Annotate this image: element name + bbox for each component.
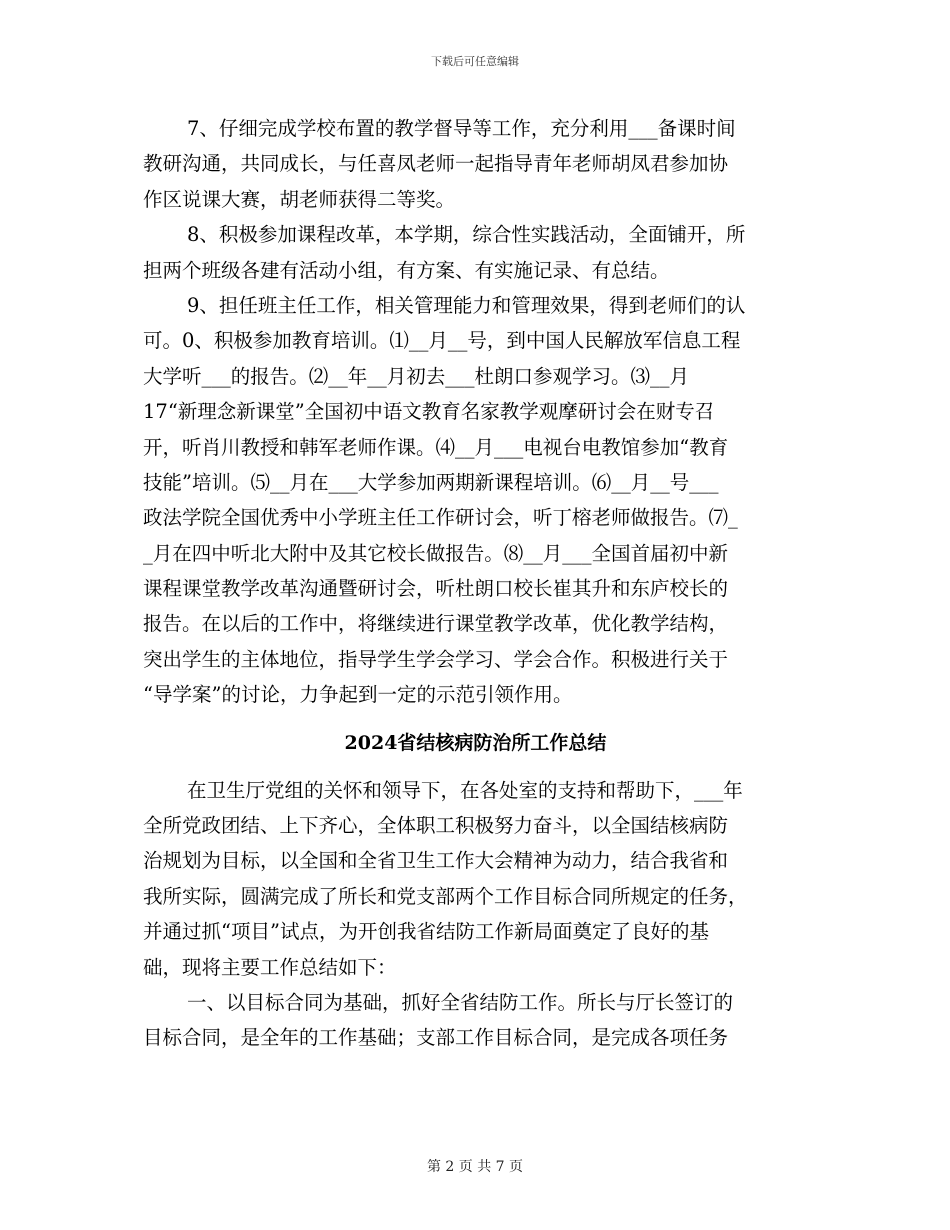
text-line: 在卫生厅党组的关怀和领导下，在各处室的支持和帮助下，___年 bbox=[187, 778, 743, 802]
text-line: 全所党政团结、上下齐心，全体职工积极努力奋斗，以全国结核病防 bbox=[143, 814, 729, 838]
text-line: 政法学院全国优秀中小学班主任工作研讨会，听丁榕老师做报告。⑺_ bbox=[143, 506, 738, 530]
section-title: 2024省结核病防治所工作总结 bbox=[344, 731, 607, 754]
text-line: 可。0、积极参加教育培训。⑴__月__号，到中国人民解放军信息工程 bbox=[143, 329, 741, 353]
text-line: “导学案”的讨论，力争起到一定的示范引领作用。 bbox=[143, 683, 573, 707]
text-line: 17“新理念新课堂”全国初中语文教育名家教学观摩研讨会在财专召 bbox=[143, 400, 715, 424]
text-line: 开，听肖川教授和韩军老师作课。⑷__月___电视台电教馆参加“教育 bbox=[143, 435, 729, 459]
text-line: 治规划为目标，以全国和全省卫生工作大会精神为动力，结合我省和 bbox=[143, 849, 729, 873]
paragraph-section-one bbox=[143, 985, 808, 1056]
text-line: 9、担任班主任工作，相关管理能力和管理效果，得到老师们的认 bbox=[187, 293, 746, 317]
page-number: 第 2 页 共 7 页 bbox=[426, 1159, 524, 1175]
text-line: 一、以目标合同为基础，抓好全省结防工作。所长与厅长签订的 bbox=[187, 990, 734, 1014]
page-header: 下载后可任意编辑 bbox=[431, 55, 519, 68]
text-line: 担两个班级各建有活动小组，有方案、有实施记录、有总结。 bbox=[143, 258, 670, 282]
text-line: _月在四中听北大附中及其它校长做报告。⑻__月___全国首届初中新 bbox=[143, 541, 729, 565]
text-line: 教研沟通，共同成长，与任喜凤老师一起指导青年老师胡凤君参加协 bbox=[143, 152, 729, 176]
text-line: 目标合同，是全年的工作基础；支部工作目标合同，是完成各项任务 bbox=[143, 1026, 729, 1050]
text-line: 础，现将主要工作总结如下： bbox=[143, 955, 397, 979]
paragraph-intro bbox=[143, 773, 808, 985]
text-line: 技能”培训。⑸__月在___大学参加两期新课程培训。⑹__月__号___ bbox=[143, 470, 719, 494]
text-line: 报告。在以后的工作中，将继续进行课堂教学改革，优化教学结构， bbox=[143, 612, 729, 636]
paragraph-item-8 bbox=[143, 217, 808, 288]
text-line: 作区说课大赛，胡老师获得二等奖。 bbox=[143, 187, 456, 211]
text-line: 8、积极参加课程改革，本学期，综合性实践活动，全面铺开，所 bbox=[187, 223, 746, 247]
paragraph-item-7 bbox=[143, 111, 808, 217]
text-line: 7、仔细完成学校布置的教学督导等工作，充分利用___备课时间 bbox=[187, 117, 736, 140]
document-body bbox=[143, 111, 808, 1056]
text-line: 突出学生的主体地位，指导学生学会学习、学会合作。积极进行关于 bbox=[143, 647, 729, 671]
paragraph-item-9 bbox=[143, 288, 808, 713]
text-line: 我所实际，圆满完成了所长和党支部两个工作目标合同所规定的任务， bbox=[143, 884, 748, 908]
text-line: 大学听___的报告。⑵__年__月初去___杜朗口参观学习。⑶__月 bbox=[143, 364, 690, 388]
text-line: 课程课堂教学改革沟通暨研讨会，听杜朗口校长崔其升和东庐校长的 bbox=[143, 577, 729, 601]
text-line: 并通过抓“项目”试点，为开创我省结防工作新局面奠定了良好的基 bbox=[143, 920, 709, 944]
